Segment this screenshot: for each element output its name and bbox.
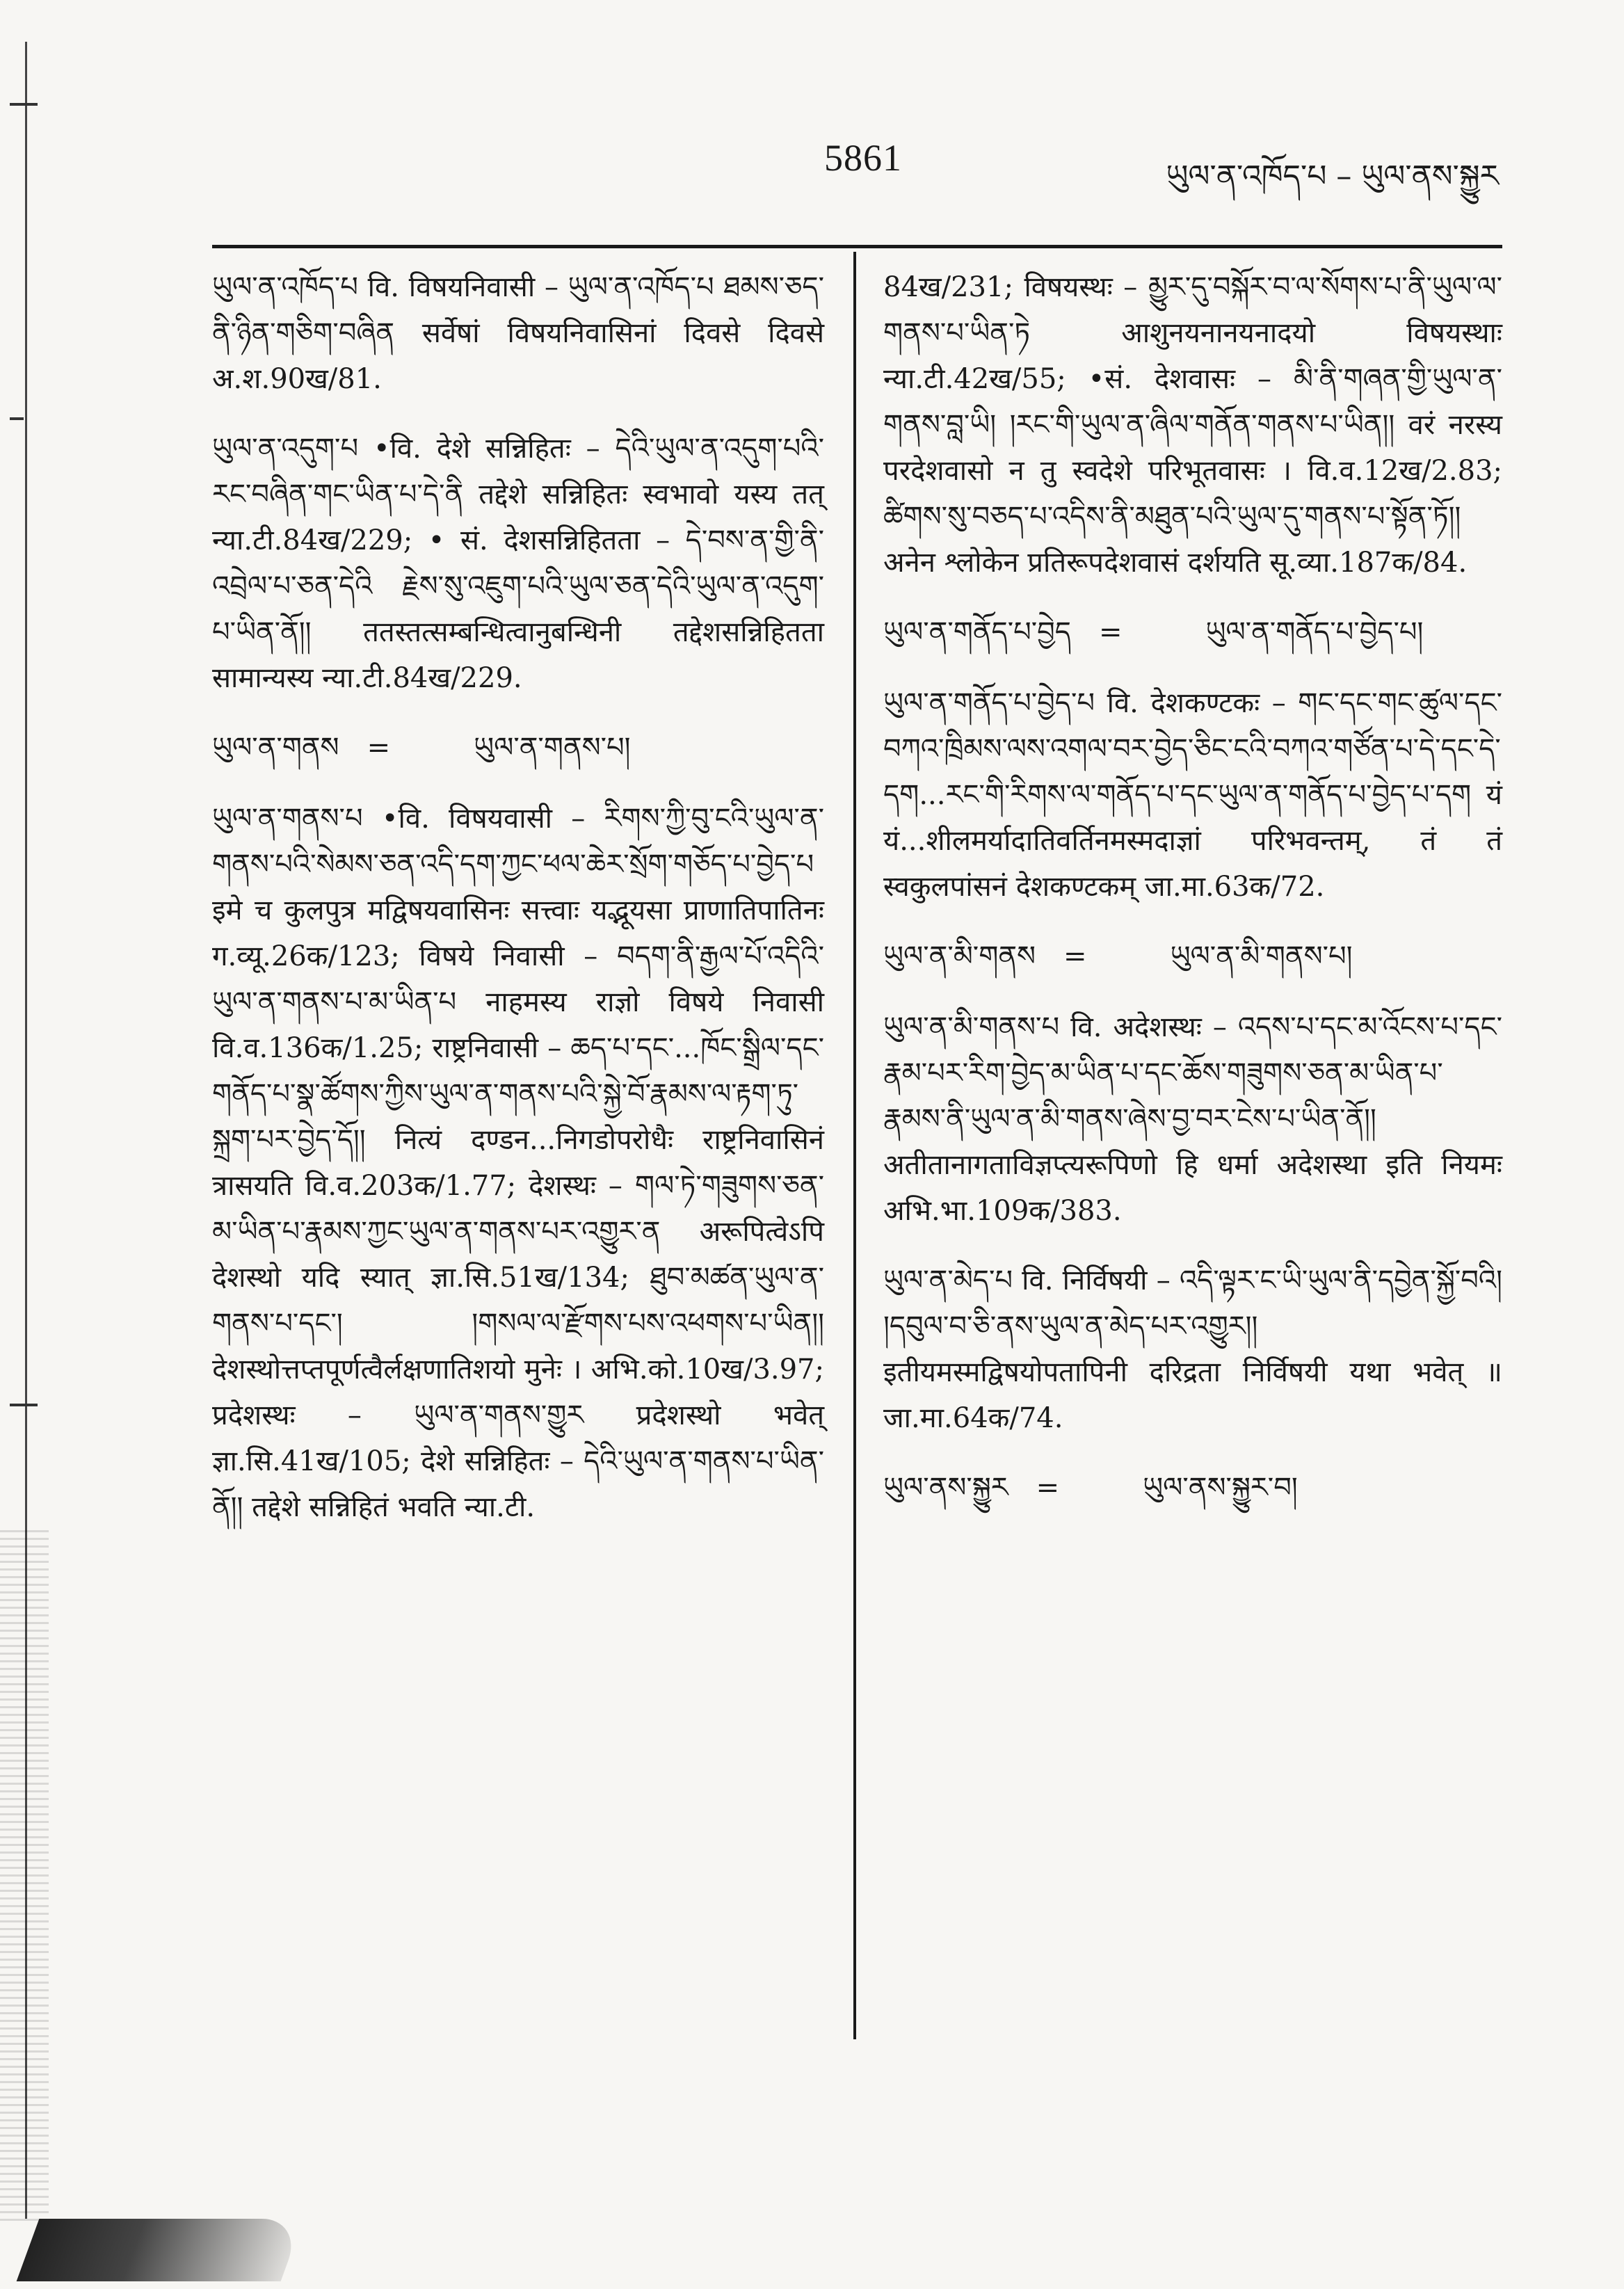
entry-text: ཡུལ་ན་གནས་པ •वि. विषयवासी – རིགས་ཀྱི་བུ་ངའི་ཡུལ་ན་གནས་པའི་སེམས་ཅན་འདི་དག་ཀྱང་ཕལ་ཆེར་སྲོག་གཅོད་པ་བྱེད་པ इमे च कुलपुत्र मद्विषयवासिनः सत्त्वाः यद्भूयसा प्राणातिपातिनः ग.व्यू.26क/123; विषये निवासी – བདག་ནི་རྒྱལ་པོ་འདིའི་ཡུལ་ན་གནས་པ་མ་ཡིན་པ नाहमस्य राज्ञो विषये निवासी वि.व.136क/1.25; राष्ट्रनिवासी – ཆད་པ་དང་...ཁོང་སྒྲིལ་དང་གནོད་པ་སྣ་ཚོགས་ཀྱིས་ཡུལ་ན་གནས་པའི་སྐྱེ་བོ་རྣམས་ལ་རྟག་ཏུ་སྐྲག་པར་བྱེད་དོ།། नित्यं दण्डन...निगडोपरोधैः राष्ट्रनिवासिनं त्रासयति वि.व.203क/1.77; देशस्थः – གལ་ཏེ་གཟུགས་ཅན་མ་ཡིན་པ་རྣམས་ཀྱང་ཡུལ་ན་གནས་པར་འགྱུར་ན अरूपित्वेऽपि देशस्थो यदि स्यात् ज्ञा.सि.51ख/134; ཐུབ་མཚན་ཡུལ་ན་གནས་པ་དང་། །གསལ་ལ་རྫོགས་པས་འཕགས་པ་ཡིན།། देशस्थोत्तप्तपूर्णत्वैर्लक्षणातिशयो मुनेः । अभि.को.10ख/3.97; प्रदेशस्थः – ཡུལ་ན་གནས་གྱུར प्रदेशस्थो भवेत् ज्ञा.सि.41ख/105; देशे सन्निहितः – དེའི་ཡུལ་ན་གནས་པ་ཡིན་ནོ།། तद्देशे सन्निहितं भवति न्या.टी.	[212, 803, 824, 1523]
equals-sign: =	[367, 732, 391, 764]
cross-reference-target: ཡུལ་ནས་སྐྱུར་བ།	[1143, 1472, 1298, 1504]
cross-reference-entry	[883, 1465, 1502, 1511]
entry-text: ཡུལ་ན་འཁོད་པ वि. विषयनिवासी – ཡུལ་ན་འཁོད་པ ཐམས་ཅད་ནི་ཉིན་གཅིག་བཞིན सर्वेषां विषयनिवासिनां दिवसे दिवसे अ.श.90ख/81.	[212, 271, 824, 395]
left-column	[212, 264, 824, 1554]
entry-text: ཡུལ་ན་གནོད་པ་བྱེད་པ वि. देशकण्टकः – གང་དང་གང་ཚུལ་དང་བཀའ་ཁྲིམས་ལས་འགལ་བར་བྱེད་ཅིང་ངའི་བཀའ་གཙོན་པ་དེ་དང་དེ་དག...རང་གི་རིགས་ལ་གནོད་པ་དང་ཡུལ་ན་གནོད་པ་བྱེད་པ་དག यं यं...शीलमर्यादातिवर्तिनमस्मदाज्ञां परिभवन्तम्, तं तं स्वकुलपांसनं देशकण्टकम् जा.मा.63क/72.	[883, 687, 1502, 903]
entry-headword: ཡུལ་ན་གནས	[212, 732, 339, 764]
entry-headword: ཡུལ་ན་མི་གནས	[883, 940, 1036, 972]
page-number: 5861	[824, 137, 902, 179]
entry-headword: ཡུལ་ནས་སྐྱུར	[883, 1472, 1008, 1504]
column-divider	[853, 252, 856, 2039]
cross-reference-entry	[212, 725, 824, 771]
cross-reference-target: ཡུལ་ན་མི་གནས་པ།	[1170, 940, 1353, 972]
entry-text: ཡུལ་ན་མི་གནས་པ वि. अदेशस्थः – འདས་པ་དང་མ་འོངས་པ་དང་རྣམ་པར་རིག་བྱེད་མ་ཡིན་པ་དང་ཆོས་གཟུགས་ཅན་མ་ཡིན་པ་རྣམས་ནི་ཡུལ་ན་མི་གནས་ཞེས་བྱ་བར་ངེས་པ་ཡིན་ནོ།། अतीतानागताविज्ञप्त्यरूपिणो हि धर्मा अदेशस्था इति नियमः अभि.भा.109क/383.	[883, 1011, 1502, 1227]
cross-reference-entry	[883, 609, 1502, 655]
dictionary-entry-continued	[883, 264, 1502, 586]
cross-reference-target: ཡུལ་ན་གནོད་པ་བྱེད་པ།	[1205, 616, 1424, 648]
entry-text: 84ख/231; विषयस्थः – མྱུར་དུ་བསྐོར་བ་ལ་སོགས་པ་ནི་ཡུལ་ལ་གནས་པ་ཡིན་ཏེ आशुनयनानयनादयो विषयस्थाः न्या.टी.42ख/55; •सं. देशवासः – མི་ནི་གཞན་གྱི་ཡུལ་ན་གནས་བླ་ཡི། །རང་གི་ཡུལ་ན་ཞིལ་གནོན་གནས་པ་ཡིན།། वरं नरस्य परदेशवासो न तु स्वदेशे परिभूतवासः । वि.व.12ख/2.83; ཚིགས་སུ་བཅད་པ་འདིས་ནི་མཐུན་པའི་ཡུལ་དུ་གནས་པ་སྟོན་ཏོ།། अनेन श्लोकेन प्रतिरूपदेशवासं दर्शयति सू.व्या.187क/84.	[883, 271, 1502, 579]
scan-smudge	[17, 2219, 304, 2281]
dictionary-entry	[212, 796, 824, 1530]
dictionary-entry	[883, 1004, 1502, 1234]
equals-sign: =	[1063, 940, 1087, 972]
equals-sign: =	[1098, 616, 1123, 648]
entry-text: ཡུལ་ན་འདུག་པ •वि. देशे सन्निहितः – དེའི་ཡུལ་ན་འདུག་པའི་རང་བཞིན་གང་ཡིན་པ་དེ་ནི तद्देशे सन्निहितः स्वभावो यस्य तत् न्या.टी.84ख/229; • सं. देशसन्निहितता – དེ་བས་ན་གྱི་ནི་འབྲེལ་པ་ཅན་དེའི རྗེས་སུ་འཇུག་པའི་ཡུལ་ཅན་དེའི་ཡུལ་ན་འདུག་པ་ཡིན་ནོ།། ततस्तत्सम्बन्धित्वानुबन्धिनी तद्देशसन्निहितता सामान्यस्य न्या.टी.84ख/229.	[212, 433, 824, 694]
entry-text: ཡུལ་ན་མེད་པ वि. निर्विषयी – འདི་ལྟར་ང་ཡི་ཡུལ་ནི་དབྱེན་སྐྱོ་བའི། །དབུལ་བ་ཅི་ནས་ཡུལ་ན་མེད་པར་འགྱུར།། इतीयमस्मद्विषयोपतापिनी दरिद्रता निर्विषयी यथा भवेत् ॥ जा.मा.64क/74.	[883, 1264, 1502, 1434]
scan-edge-tick	[10, 417, 24, 420]
dictionary-entry	[883, 680, 1502, 910]
dictionary-entry	[212, 264, 824, 402]
header-rule	[212, 245, 1502, 248]
dictionary-entry	[212, 426, 824, 701]
scan-edge-tick	[10, 1404, 38, 1406]
cross-reference-entry	[883, 933, 1502, 979]
entry-headword: ཡུལ་ན་གནོད་པ་བྱེད	[883, 616, 1071, 648]
cross-reference-target: ཡུལ་ན་གནས་པ།	[474, 732, 631, 764]
running-head: ཡུལ་ན་འཁོད་པ – ཡུལ་ནས་སྐྱུར	[1166, 159, 1499, 194]
scan-speckle	[0, 1530, 49, 2226]
dictionary-entry	[883, 1258, 1502, 1441]
scan-edge-tick	[10, 103, 38, 106]
equals-sign: =	[1036, 1472, 1060, 1504]
right-column	[883, 264, 1502, 1536]
